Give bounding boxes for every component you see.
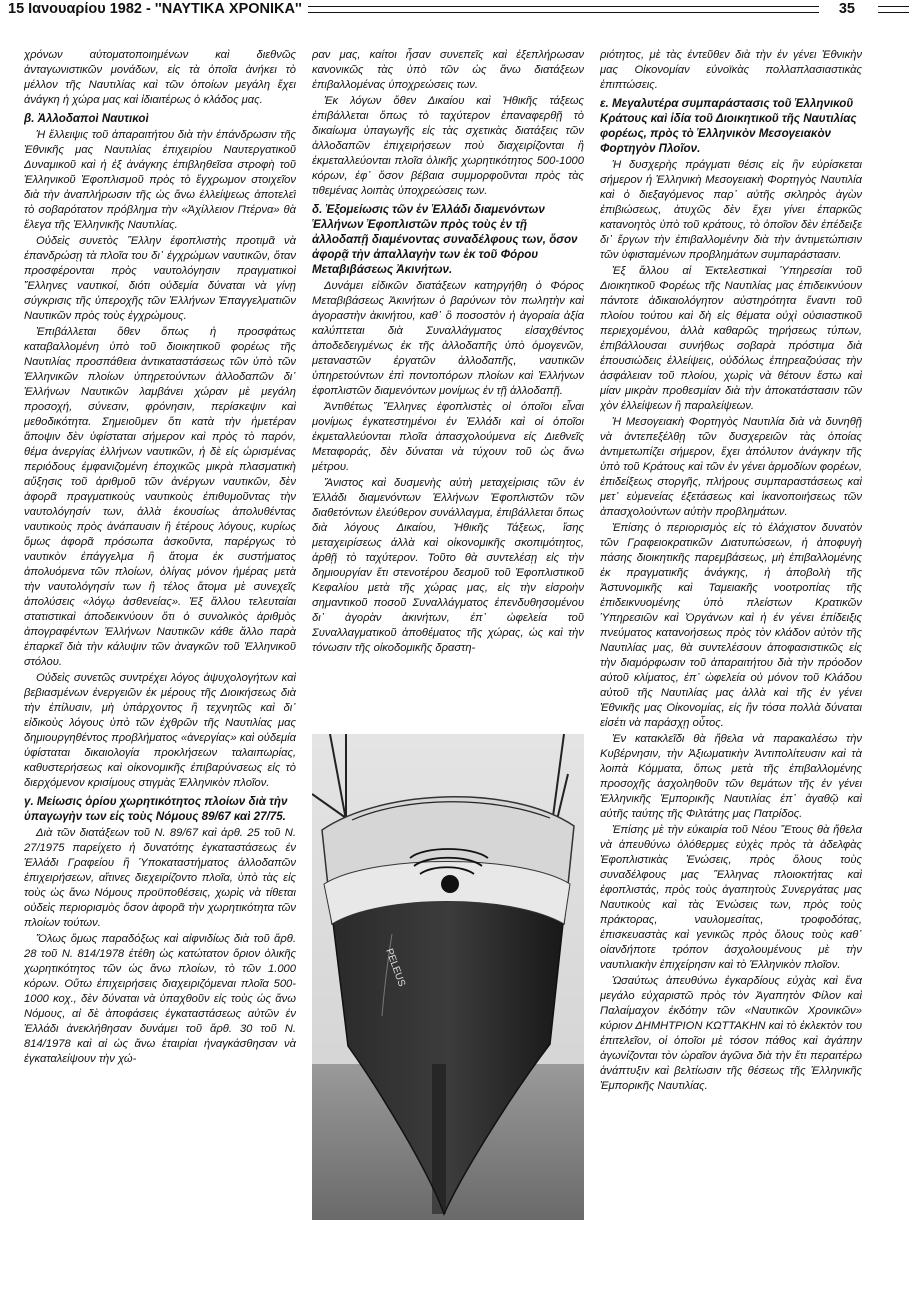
- paragraph: Ἐπίσης ὁ περιορισμὸς εἰς τὸ ἐλάχιστον δυνατὸν τῶν Γραφειοκρατικῶν Διατυπώσεων, ἡ ἀποφυγὴ πάσης διοικητικῆς παρεμβάσεως, μὴ ἐπιβαλλομένης ἐκ πραγματικῆς ἀνάγκης, ἡ ἀποβολὴ τῆς Ἀστυνομικῆς καὶ Ταμειακῆς νοοτροπίας τῆς ἐπιδεικνυομένης ὑπὸ πλείστων Κρατικῶν Ὑπηρεσιῶν καὶ Ὀργάνων καὶ ἡ ἐν γένει ἐπίδειξις πνεύματος κατανοήσεως πρὸς τὸν κλάδον αὐτὸν τῆς Ναυτιλίας μας, θὰ συντελέσουν ἀποφασιστικῶς εἰς τὴν διαμόρφωσιν τοῦ ἀπαραιτήτου διὰ τὴν πρόοδον αὐτοῦ κλίματος, ἐπ᾽ ὠφελεία οὐ μόνον τοῦ Κλάδου αὐτοῦ τῆς Ναυτιλίας μας ἀλλὰ καὶ τῆς ἐν γένει Ἐθνικῆς μας Οἰκονομίας, εἰς ἣν τόσα πολλὰ δύναται εἰσέτι νὰ παράσχῃ οὗτος.: [600, 522, 862, 729]
- section-heading: δ. Ἐξομείωσις τῶν ἐν Ἑλλάδι διαμενόντων Ἑλλήνων Ἐφοπλιστῶν πρὸς τοὺς ἐν τῇ ἀλλοδαπῇ διαμένοντας συναδέλφους των, ὅσον ἀφορᾷ τὴν ἀπαλλαγὴν των ἐκ τοῦ Φόρου Μεταβιβάσεως Ἀκινήτων.: [312, 203, 578, 276]
- paragraph: ριότητος, μὲ τὰς ἐντεῦθεν διὰ τὴν ἐν γένει Ἐθνικὴν μας Οἰκονομίαν εὐνοϊκὰς πολλαπλασιαστικὰς ἐπιπτώσεις.: [600, 49, 862, 91]
- paragraph: Ἄνιστος καὶ δυσμενὴς αὐτὴ μεταχείρισις τῶν ἐν Ἑλλάδι διαμενόντων Ἑλλήνων Ἐφοπλιστῶν τῶν διαθετόντων ἐλεύθερον συνάλλαγμα, ἐπιβάλλεται ὅπως διὰ λόγους Δικαίου, Ἠθικῆς Τάξεως, ἴσης μεταχειρίσεως ἀλλὰ καὶ οἰκονομικῆς σκοπιμότητος, ἀρθῇ τὸ ταχύτερον. Τοῦτο θὰ συντελέσῃ εἰς τὴν δημιουργίαν ἔτι στενοτέρου δεσμοῦ τοῦ Ἐφοπλιστικοῦ Κεφαλίου μετὰ τῆς χώρας μας, εἰς τὴν εἰσροὴν σημαντικοῦ ποσοῦ Συναλλάγματος ἐπενδυθησομένου δι᾽ ἀγορὰν ἀκινήτων, ἐπ᾽ ὠφελεία τοῦ Συναλλαγματικοῦ ἀποθέματος τῆς χώρας, ὡς καὶ τὴν τόνωσιν τῆς οἰκοδομικῆς δραστη-: [312, 477, 584, 654]
- paragraph: Ἡ δυσχερὴς πράγματι θέσις εἰς ἣν εὑρίσκεται σήμερον ἡ Ἑλληνικὴ Μεσογειακὴ Φορτηγὸς Ναυτιλία καὶ ὁ διεξαγόμενος παρ᾽ αὐτῆς σκληρὸς ἀγὼν ἐπιβιώσεως, ἀτυχῶς δὲν ἔχει γίνει ἐπαρκῶς κατανοητὸς ὑπὸ τοῦ κράτους, τὸ ὁποῖον δὲν ἐπέδειξε δι᾽ ἔργων τὴν ἐπιβαλλομένην διὰ τὴν ἀντιμετώπισιν τῶν ὑφισταμένων προβλημάτων συμπαράστασιν.: [600, 159, 862, 261]
- page-header: [8, 0, 909, 22]
- paragraph: Διὰ τῶν διατάξεων τοῦ Ν. 89/67 καὶ ἀρθ. 25 τοῦ Ν. 27/1975 παρείχετο ἡ δυνατότης ἐγκαταστάσεως ἐν Ἑλλάδι Γραφείου ἢ Ὑποκαταστήματος ἀλλοδαπῶν ἐπιχειρήσεων, αἵτινες διεχειρίζοντο πλοῖα, ὑπὸ τὰς εἰς τοὺς ὡς ἄνω Νόμους προϋποθέσεις, χωρὶς νὰ τίθεται οὐδεὶς περιορισμὸς ὅσον ἀφορᾶ τὴν χωρητικότητα τῶν πλοίων τούτων.: [24, 827, 296, 929]
- paragraph: Ἐπίσης μὲ τὴν εὐκαιρία τοῦ Νέου Ἔτους θὰ ἤθελα νὰ ἀπευθύνω ὁλόθερμες εὐχὲς πρὸς τὰ ἀδελφὰς Ἐφοπλιστικὰς Ἑνώσεις, πρὸς ὅλους τοὺς συναδέλφους μας Ἕλληνας πλοιοκτήτας καὶ ἐφοπλιστάς, πρὸς τοὺς ἀγαπητοὺς Συνεργάτας μας Ναυτικοὺς καὶ τὰς Ἑνώσεις των, πρὸς τοὺς πράκτορας, ναυλομεσίτας, τροφοδότας, ἐπισκευαστὰς καὶ γενικῶς πρὸς ὅλους τοὺς καθ᾽ οἱανδήποτε τρόπον ἀσχολουμένους μὲ τὴν ναυτιλιακὴν ἐπιχείρησιν καὶ τὸ Ἑλληνικὸν πλοῖον.: [600, 824, 862, 971]
- paragraph: Οὐδεὶς συνετὸς Ἕλλην ἐφοπλιστὴς προτιμᾶ νὰ ἐπανδρώσῃ τὰ πλοῖα του δι᾽ ἐγχρώμων ναυτικῶν, ὅταν προσφέρονται πρὸς ναυτολόγησιν πραγματικοὶ Ἕλληνες ναυτικοί, διότι οὐδεμία δύναται νὰ γίνῃ σύγκρισις τῆς ὑπεροχῆς τῶν Ἑλλήνων Ἐπαγγελματιῶν Ναυτικῶν πρὸς τοὺς ἐγχρώμους.: [24, 235, 296, 322]
- paragraph: Ἡ ἔλλειψις τοῦ ἀπαραιτήτου διὰ τὴν ἐπάνδρωσιν τῆς Ἐθνικῆς μας Ναυτιλίας ἐπιχειρίου Ναυτεργατικοῦ Δυναμικοῦ καὶ ἡ ἐξ ἀνάγκης ἐπιβληθεῖσα στροφὴ τοῦ Ἑλληνικοῦ Ἐφοπλισμοῦ πρὸς τὸ ἔγχρωμον στοιχεῖον διὰ τὴν ἀναπλήρωσιν τῆς ὡς ἄνω ἐλλείψεως ἀποτελεῖ τὸ σοβαρότατον πρόβλημα τὴν «Ἀχίλλειον Πτέρνα» θὰ ἔλεγα τῆς Ἑλληνικῆς Ναυτιλίας.: [24, 129, 296, 231]
- header-rule: [278, 6, 819, 13]
- ship-bow-photo: [312, 734, 584, 1220]
- paragraph: Ἀντιθέτως Ἕλληνες ἐφοπλιστὲς οἱ ὁποῖοι εἶναι μονίμως ἐγκατεστημένοι ἐν Ἑλλάδι καὶ οἱ ὁποῖοι ἐκμεταλλεύονται πλοῖα ἀπασχολούμενα εἰς Διεθνεῖς Μεταφοράς, δὲν δύναται νὰ τύχουν τοῦ ὡς ἄνω μέτρου.: [312, 401, 584, 473]
- paragraph: Ὡσαύτως ἀπευθύνω ἐγκαρδίους εὐχὰς καὶ ἕνα μεγάλο εὐχαριστῶ πρὸς τὸν Ἀγαπητὸν Φίλον καὶ Παλαίμαχον ἐκδότην τῶν «Ναυτικῶν Χρονικῶν» κύριον ΔΗΜΗΤΡΙΟΝ ΚΩΤΤΑΚΗΝ καὶ τὸ ἐκλεκτὸν του ἐπιτελεῖον, οἱ ὁποῖοι μὲ τόσον πάθος καὶ ἀγάπην ἀγωνίζονται τὸν ὡραῖον ἀγῶνα διὰ τὴν ἔτι περαιτέρω ἀνάπτυξιν καὶ βελτίωσιν τῆς θέσεως τῆς Ἑλληνικῆς Ἐμπορικῆς Ναυτιλίας.: [600, 975, 862, 1092]
- article-column-1: [24, 48, 296, 1280]
- section-heading: ε. Μεγαλυτέρα συμπαράστασις τοῦ Ἑλληνικοῦ Κράτους καὶ ἰδία τοῦ Διοικητικοῦ τῆς Ναυτιλίας φορέως, πρὸς τὸ Ἑλληνικὸν Μεσογειακὸν Φορτηγὸν Πλοῖον.: [600, 97, 857, 155]
- paragraph: Ἡ Μεσογειακὴ Φορτηγὸς Ναυτιλία διὰ νὰ δυνηθῇ νὰ ἀντεπεξέλθῃ τῶν δυσχερειῶν τὰς ὁποίας ἀντιμετωπίζει σήμερον, ἔχει ἀπόλυτον ἀνάγκην τῆς ὑπὸ τοῦ Κράτους καὶ τῶν ἐν γένει ἁρμοδίων φορέων, ἐπιδείξεως στοργῆς, πλήρους συμπαραστάσεως καὶ μετ᾽ εὐμενείας ἐξετάσεως καὶ ἱκανοποιήσεως τῶν ἀπασχολούντων αὐτὴν προβλημάτων.: [600, 416, 862, 518]
- paragraph: ραν μας, καίτοι ἦσαν συνεπεῖς καὶ ἐξεπλήρωσαν κανονικῶς τὰς ὑπὸ τῶν ὡς ἄνω διατάξεων ἐπιβαλλομένας ὑποχρεώσεις των.: [312, 49, 584, 91]
- paragraph: Ἐν κατακλεῖδι θὰ ἤθελα νὰ παρακαλέσω τὴν Κυβέρνησιν, τὴν Ἀξιωματικὴν Ἀντιπολίτευσιν καὶ τὰ λοιπὰ Κόμματα, ὅπως μετὰ τῆς ἐπιβαλλομένης προσοχῆς ἀσχοληθοῦν τῶν θεμάτων τῆς ἐν γένει Ἑλληνικῆς Ἐμπορικῆς Ναυτιλίας ἐπ᾽ ἀγαθῷ καὶ αὐτῆς ταύτης τῆς Φιλτάτης μας Πατρίδος.: [600, 733, 862, 820]
- ship-name-label: PELEUS: [383, 947, 408, 989]
- page-number: 35: [835, 1, 859, 17]
- article-column-3: [600, 48, 862, 1228]
- paragraph: χρόνων αὐτοματοποιημένων καὶ διεθνῶς ἀνταγωνιστικῶν μονάδων, εἰς τὰ ὁποῖα ἀνήκει τὸ μέλλον τῆς Ναυτιλίας καὶ τῶν ὁποίων μεγάλη ἔχει ἀνάγκη ἡ χώρα μας καὶ ἰδιαιτέρως ὁ κλάδος μας.: [24, 49, 296, 106]
- paragraph: Ἐκ λόγων ὅθεν Δικαίου καὶ Ἠθικῆς τάξεως ἐπιβάλλεται ὅπως τὸ ταχύτερον ἐπαναφερθῇ τὸ δικαίωμα ὑπαγωγῆς εἰς τὰς σχετικὰς διατάξεις τῶν ἀλλοδαπῶν ἐπιχειρήσεων ποὺ διαχειρίζονται ἢ ἐκμεταλλεύονται πλοῖα ὁλικῆς χωρητικότητος 500-1000 κόρων, ἐφ᾽ ὅσον βέβαια συμμορφοῦνται πρὸς τὰς τιθεμένας λοιπὰς ὑποχρεώσεις των.: [312, 95, 584, 197]
- section-heading: β. Ἀλλοδαποὶ Ναυτικοὶ: [24, 112, 149, 125]
- paragraph: Οὐδεὶς συνετῶς συντρέχει λόγος ἀψυχολογήτων καὶ βεβιασμένων ἐνεργειῶν ἐκ μέρους τῆς Διοικήσεως διὰ τὴν ἐπίλυσιν, μὴ ὑπάρχοντος ἢ τεχνητῶς καὶ δι᾽ εἰδικοὺς λόγους ὑπὸ τῶν ἐχθρῶν τῆς Ναυτιλίας μας δημιουργηθέντος προβλήματος «ἀνεργίας» καὶ οὐδεμία ὑφίσταται δικαιολογία προκλήσεων ταλαιπωρίας, καθυστερήσεως καὶ οἰκονομικῆς ἐπιβαρύνσεως εἰς τὸ διερχόμενον κρισίμους στιγμὰς Ἑλληνικὸν πλοῖον.: [24, 672, 296, 789]
- paragraph: Δυνάμει εἰδικῶν διατάξεων κατηργήθη ὁ Φόρος Μεταβιβάσεως Ἀκινήτων ὁ βαρύνων τὸν πωλητὴν καὶ ἀγοραστὴν ἀκινήτου, καθ᾽ ὃ ποσοστὸν ἡ ἀγοραία ἀξία καλύπτεται διὰ Συναλλάγματος εἰσαχθέντος ἀποδεδειγμένως ἐκ τῆς ἀλλοδαπῆς ὑπὸ ὁμογενῶν, μεταναστῶν ἐργατῶν ἀλλοδαπῆς, ναυτικῶν ὑπηρετούντων ἐπὶ ποντοπόρων πλοίων καὶ Ἑλλήνων ἐφοπλιστῶν διαμενόντων μονίμως ἐν τῇ ἀλλοδαπῇ.: [312, 280, 584, 397]
- header-date-title: 15 Ιανουαρίου 1982 - ''ΝΑΥΤΙΚΑ ΧΡΟΝΙΚΑ'': [8, 1, 308, 17]
- paragraph: Ἐξ ἄλλου αἱ Ἐκτελεστικαὶ Ὑπηρεσίαι τοῦ Διοικητικοῦ Φορέως τῆς Ναυτιλίας μας ἐπιδεικνύουν πάντοτε ἀδικαιολόγητον αὐστηρότητα ἔναντι τοῦ πλοίου τούτου καὶ δὴ εἰς θέματα οὐχὶ οὐσιαστικοῦ περιεχομένου, ἀλλὰ καθαρῶς τηρήσεως τύπων, ἐπιβάλλουσαι συνήθως σοβαρὰ πρόστιμα διὰ ἐπουσιώδεις ἐλλείψεις, οὐδόλως ἐπηρεαζούσας τὴν ἀσφάλειαν τοῦ πλοίου, χωρὶς νὰ θέτουν ἔστω καὶ μίαν μικρὰν προθεσμίαν διὰ τὴν ἀποκατάστασιν τῶν χὸν ἐλλείψεων ἢ παραλείψεων.: [600, 265, 862, 412]
- paragraph: Ἐπιβάλλεται ὅθεν ὅπως ἡ προσφάτως καταβαλλομένη ὑπὸ τοῦ διοικητικοῦ φορέως τῆς Ναυτιλίας προσπάθεια ἀντικαταστάσεως τῶν ὑπὸ τῶν Ἑλληνικῶν πλοίων ὑπηρετούντων ἀλλοδαπῶν δι᾽ Ἑλλήνων Ναυτικῶν λαμβάνει χώραν μὲ μεγάλη προσοχή, σύνεσιν, φρόνησιν, περίσκεψιν καὶ μεθοδικότητα. Σημειοῦμεν ὅτι κατὰ τὴν ἡμετέραν ἄποψιν δὲν ὑφίσταται σήμερον καὶ πρὸς τὸ παρόν, θέμα ἀνεργίας ἑλλήνων ναυτικῶν, ἡ δὲ εἰς ὡρισμένας περιόδους ἐμφανιζομένη ἐποχικῶς μικρὰ πλασματικὴ αὔξησις τοῦ ἀριθμοῦ τῶν ἀνέργων ναυτικῶν, δὲν ἀφορᾶ πραγματικοὺς ναυτικοὺς ἐπιθυμοῦντας τὴν ναυτολόγησίν των, ἀλλὰ ἑκουσίως ἀπολυθέντας ναυτικοὺς πρὸς ἀνάπαυσιν ἢ ἑτέρους λόγους, κυρίως ὅμως ἀφορᾶ πρόσωπα ἀσκοῦντα, παρέργως τὸ ναυτικὸν ἐπάγγελμα ἢ ἄτομα ἐκ συστήματος ἀπολυόμενα τῶν πλοίων, ὀλίγας μόνον ἡμέρας μετὰ τὴν ναυτολόγησίν των ἢ τέλος ἄτομα μὲ συνεχεῖς ἀπολύσεις «λόγῳ ἀσθενείας». Ἐξ ἄλλου τελευταίαι στατιστικαὶ ἀποδεικνύουν ὅτι ὁ συνολικὸς ἀριθμὸς ἀπογραφέντων Ἑλλήνων Ναυτικῶν κάθε ἄλλο παρὰ ἐπαρκεῖ διὰ τὴν κάλυψιν τῶν ἀναγκῶν τοῦ Ἑλληνικοῦ στόλου.: [24, 326, 296, 668]
- paragraph: Ὅλως ὅμως παραδόξως καὶ αἰφνιδίως διὰ τοῦ ἄρθ. 28 τοῦ Ν. 814/1978 ἐτέθη ὡς κατώτατον ὅριον ὁλικῆς χωρητικότητος τῶν ὡς ἄνω πλοίων, τὸ τῶν 1.000 κόρων. Οὕτω ἐπιχειρήσεις διαχειριζόμεναι πλοῖα 500-1000 κοχ., δὲν δύναται νὰ ὑπαχθοῦν εἰς τοὺς ὡς ἄνω Νόμους, αἱ δὲ ἀποφάσεις ἐγκαταστάσεως αὐτῶν ἐν Ἑλλάδι ἀνεκλήθησαν δυνάμει τοῦ ἄρθ. 30 τοῦ Ν. 814/1978 καὶ αἱ ὡς ἄνω ἑταιρίαι ἠναγκάσθησαν νὰ ἐγκαταλείψουν τὴν χώ-: [24, 933, 296, 1065]
- section-heading: γ. Μείωσις ὁρίου χωρητικότητος πλοίων διὰ τὴν ὑπαγωγὴν των εἰς τοὺς Νόμους 89/67 καὶ 27/75.: [24, 795, 288, 823]
- header-rule-right: [878, 6, 909, 13]
- article-column-2: [312, 48, 584, 726]
